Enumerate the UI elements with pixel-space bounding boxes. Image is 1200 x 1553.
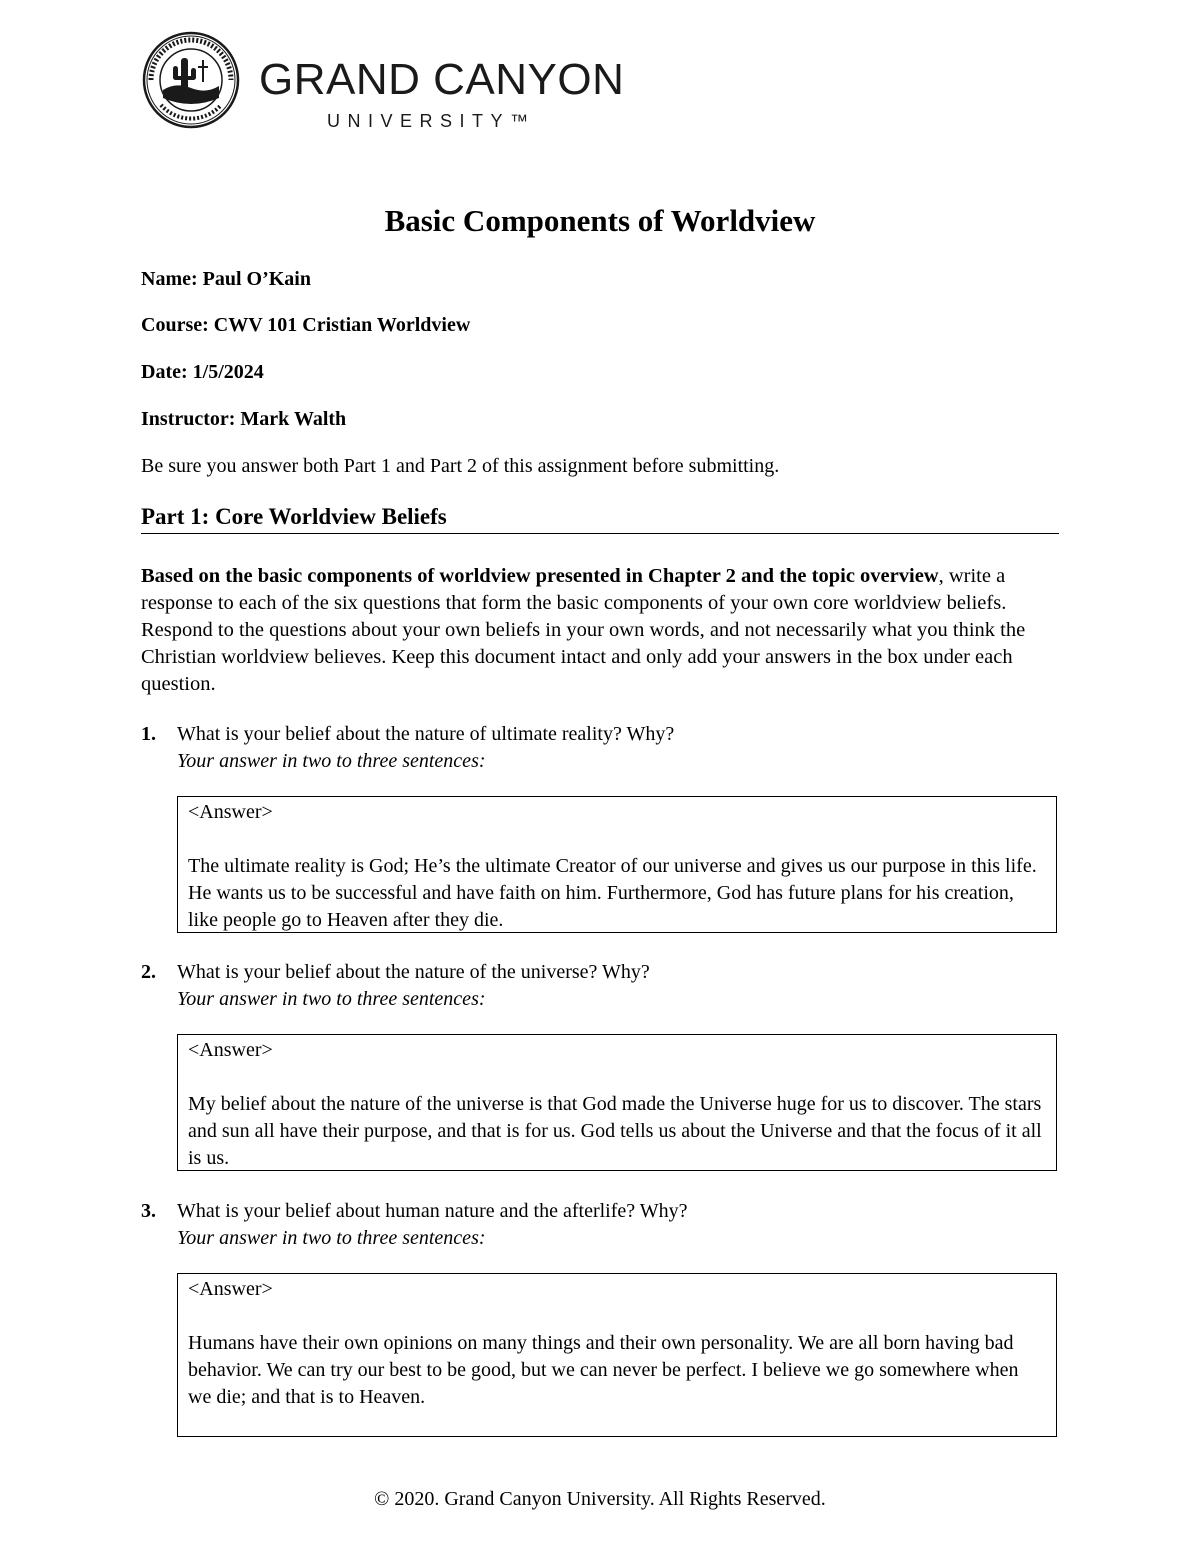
question-text: What is your belief about human nature and the afterlife? Why? bbox=[177, 1200, 688, 1222]
gcu-seal-icon bbox=[141, 30, 241, 130]
course-name: Course: CWV 101 Cristian Worldview bbox=[141, 314, 471, 336]
submission-date: Date: 1/5/2024 bbox=[141, 361, 264, 383]
question-number: 2. bbox=[141, 961, 156, 983]
answer-box-2[interactable] bbox=[177, 1034, 1057, 1171]
answer-text: Humans have their own opinions on many things and their own personality. We are all born having bad behavior. We can try our best to be good, but we can never be perfect. I believe we go somewhere when we die; and that is to Heaven. bbox=[188, 1332, 1019, 1408]
answer-placeholder: <Answer> bbox=[188, 1039, 273, 1061]
question-hint: Your answer in two to three sentences: bbox=[177, 1227, 486, 1249]
answer-box-1[interactable] bbox=[177, 796, 1057, 933]
instructions-text: , write a response to each of the six questions that form the basic components of your own core worldview beliefs. Respond to the questions about your own beliefs in your own words, and not necessarily what you think the Christian worldview believes. Keep this document intact and only add your answers in the box under each question. bbox=[141, 565, 1026, 695]
answer-box-3[interactable] bbox=[177, 1273, 1057, 1437]
answer-placeholder: <Answer> bbox=[188, 801, 273, 823]
submission-note: Be sure you answer both Part 1 and Part 2 of this assignment before submitting. bbox=[141, 455, 780, 477]
logo-subtitle: UNIVERSITY™ bbox=[327, 111, 536, 131]
answer-text: The ultimate reality is God; He’s the ultimate Creator of our universe and gives us our purpose in this life. He wants us to be successful and have faith on him. Furthermore, God has future plans for his creation, like people go to Heaven after they die. bbox=[188, 855, 1037, 931]
instructions-bold: Based on the basic components of worldview presented in Chapter 2 and the topic overview bbox=[141, 565, 939, 587]
logo-wordmark: GRAND CANYON bbox=[259, 55, 625, 104]
student-name: Name: Paul O’Kain bbox=[141, 268, 311, 290]
question-text: What is your belief about the nature of the universe? Why? bbox=[177, 961, 650, 983]
question-hint: Your answer in two to three sentences: bbox=[177, 988, 486, 1010]
answer-text: My belief about the nature of the universe is that God made the Universe huge for us to discover. The stars and sun all have their purpose, and that is for us. God tells us about the Universe and that the focus of it all is us. bbox=[188, 1093, 1042, 1169]
question-number: 3. bbox=[141, 1200, 156, 1222]
part-1-heading: Part 1: Core Worldview Beliefs bbox=[141, 504, 1059, 534]
answer-placeholder: <Answer> bbox=[188, 1278, 273, 1300]
instructor-name: Instructor: Mark Walth bbox=[141, 408, 347, 430]
document-title: Basic Components of Worldview bbox=[384, 203, 816, 238]
copyright-footer: © 2020. Grand Canyon University. All Rights Reserved. bbox=[374, 1488, 826, 1510]
question-hint: Your answer in two to three sentences: bbox=[177, 750, 486, 772]
part-1-instructions bbox=[141, 563, 1061, 698]
university-logo bbox=[141, 30, 641, 130]
question-number: 1. bbox=[141, 723, 156, 745]
question-text: What is your belief about the nature of ultimate reality? Why? bbox=[177, 723, 675, 745]
